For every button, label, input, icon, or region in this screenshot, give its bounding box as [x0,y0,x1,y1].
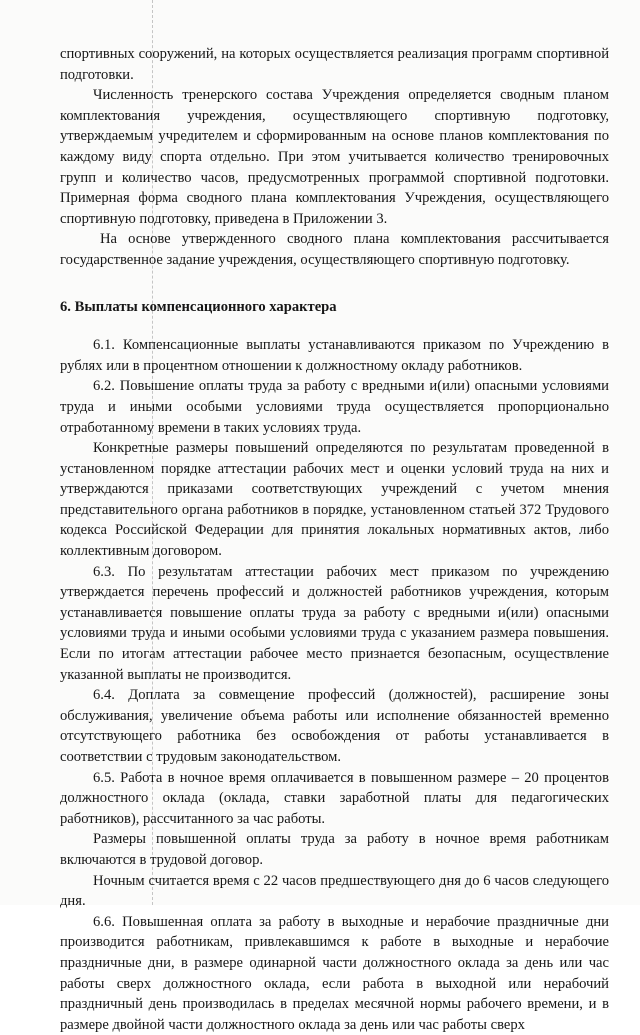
paragraph-night-pay-contract: Размеры повышенной оплаты труда за работу в ночное время работникам включаются в трудовой договор. [60,831,609,868]
paragraph-6-6: 6.6. Повышенная оплата за работу в выходные и нерабочие праздничные дни производится работникам, привлекавшимся к работе в выходные и нерабочие праздничные дни, в размере одинарной части должностного оклада за день или час работы сверх должностного оклада, если работа в выходной или нерабочий праздничный день производилась в пределах месячной нормы рабочего времени, и в размере двойной части должностного оклада за день или час работы сверх [60,913,609,1033]
section-heading: 6. Выплаты компенсационного характера [60,298,337,315]
paragraph-specific-sizes: Конкретные размеры повышений определяются по результатам проведенной в установленном порядке аттестации рабочих мест и оценки условий труда на них и утверждаются приказами соответствующих учреждений с учетом мнения представительного органа работников в порядке, установленном статьей 372 Трудового кодекса Российской Федерации для принятия локальных нормативных актов, либо коллективным договором. [60,440,609,560]
document-body [60,44,609,1035]
paragraph-6-2: 6.2. Повышение оплаты труда за работу с вредными и(или) опасными условиями труда и иными особыми условиями труда осуществляется пропорционально отработанному времени в таких условиях труда. [60,378,609,436]
paragraph-continuation: спортивных сооружений, на которых осуществляется реализация программ спортивной подготовки. [60,46,609,83]
paragraph-6-3: 6.3. По результатам аттестации рабочих мест приказом по учреждению утверждается перечень профессий и должностей работников учреждения, которым устанавливается повышение оплаты труда за работу с вредными и(или) опасными условиями труда и иными особыми условиями труда с указанием размера повышения. Если по итогам аттестации рабочее место признается безопасным, осуществление указанной выплаты не производится. [60,563,609,683]
paragraph-6-4: 6.4. Доплата за совмещение профессий (должностей), расширение зоны обслуживания, увеличение объема работы или исполнение обязанностей временно отсутствующего работника без освобождения от работы устанавливается в соответствии с трудовым законодательством. [60,687,609,765]
paragraph-6-1: 6.1. Компенсационные выплаты устанавливаются приказом по Учреждению в рублях или в процентном отношении к должностному окладу работников. [60,337,609,374]
paragraph-state-assignment: На основе утвержденного сводного плана комплектования рассчитывается государственное задание учреждения, осуществляющего спортивную подготовку. [60,231,609,268]
paragraph-6-5: 6.5. Работа в ночное время оплачивается в повышенном размере – 20 процентов должностного оклада (оклада, ставки заработной платы для педагогических работников), рассчитанного за час работы. [60,769,609,827]
paragraph-coach-staff: Численность тренерского состава Учреждения определяется сводным планом комплектования учреждения, осуществляющего спортивную подготовку, утверждаемым учредителем и сформированным на основе планов комплектования по каждому виду спорта отдельно. При этом учитывается количество тренировочных групп и количество часов, предусмотренных программой спортивной подготовки. Примерная форма сводного плана комплектования Учреждения, осуществляющего спортивную подготовку, приведена в Приложении 3. [60,87,609,227]
paragraph-night-time-definition: Ночным считается время с 22 часов предшествующего дня до 6 часов следующего дня. [60,872,609,910]
